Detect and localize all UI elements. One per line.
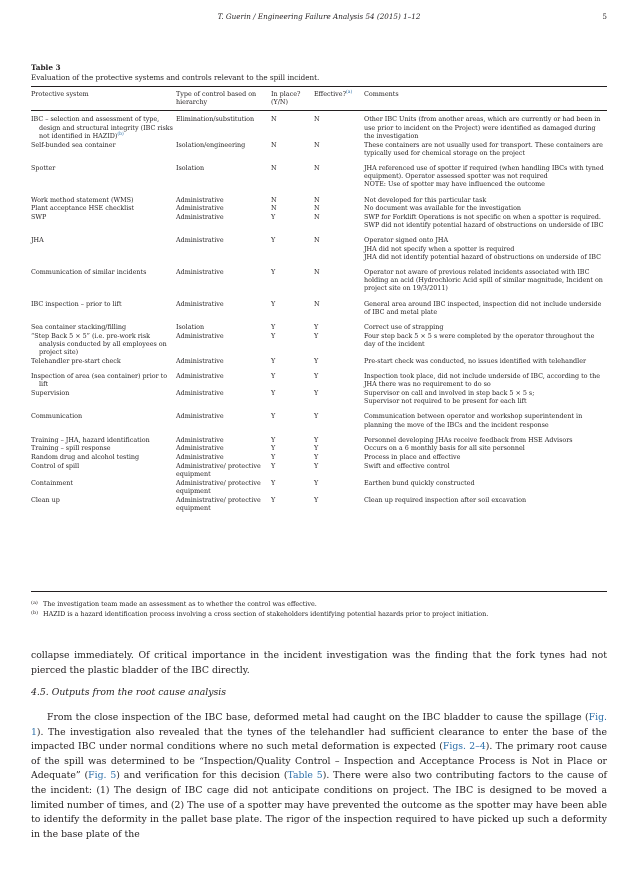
cell-system: SWP <box>31 212 47 221</box>
table-footnotes <box>31 599 607 619</box>
col-header-in-place: In place? (Y/N) <box>271 90 314 111</box>
cell-effective: Y <box>314 444 319 453</box>
cell-type: Administrative <box>176 236 224 245</box>
cell-effective: Y <box>314 371 319 380</box>
table-row <box>31 300 607 323</box>
cell-in-place: N <box>271 163 277 172</box>
body-text-run: ) and verification for this decision ( <box>116 770 288 782</box>
cell-type: Administrative/ protective equipment <box>176 495 261 512</box>
body-text-run: ). The primary root cause of the spill was determined to be “Inspection/Quality Control – Inspection and Acceptance Process is Not in Place or Adequate” ( <box>31 741 607 782</box>
cell-comments-line: Supervisor not required to be present for each lift <box>364 397 527 406</box>
table-bottom-rule <box>31 591 607 592</box>
cell-system: Clean up <box>31 495 60 504</box>
cell-comments: Personnel developing JHAs receive feedback from HSE Advisors <box>364 435 573 444</box>
cell-in-place: Y <box>271 322 276 331</box>
table-row <box>31 496 607 513</box>
cell-type: Isolation/engineering <box>176 140 246 149</box>
cell-comments: Swift and effective control <box>364 461 450 470</box>
table-row <box>31 213 607 236</box>
table-row <box>31 372 607 389</box>
cell-system: Random drug and alcohol testing <box>31 453 140 462</box>
cell-effective: Y <box>314 495 319 504</box>
cell-in-place: Y <box>271 412 276 421</box>
table-row <box>31 389 607 412</box>
cell-effective: N <box>314 299 320 308</box>
cell-in-place: N <box>271 115 277 124</box>
table-row <box>31 141 607 164</box>
cell-in-place: N <box>271 204 277 213</box>
cell-type: Administrative <box>176 267 224 276</box>
table-link[interactable]: Table 5 <box>287 770 323 782</box>
page-number: 5 <box>602 12 607 21</box>
cell-in-place: N <box>271 195 277 204</box>
col-header-effective <box>314 90 364 111</box>
cell-comments: No document was available for the investigation <box>364 204 522 213</box>
table-row <box>31 332 607 357</box>
table-header-row <box>31 90 607 111</box>
table-row <box>31 462 607 479</box>
running-title: T. Guerin / Engineering Failure Analysis 54 (2015) 1–12 <box>217 12 421 21</box>
cell-comments <box>364 164 607 196</box>
figure-link[interactable]: Figs. 2–4 <box>442 741 486 753</box>
footnote-b-mark: (b) <box>31 610 39 616</box>
figure-link[interactable]: Fig. 5 <box>88 770 117 782</box>
col-header-comments: Comments <box>364 90 607 111</box>
cell-type: Administrative <box>176 435 224 444</box>
cell-effective: Y <box>314 478 319 487</box>
cell-comments <box>364 389 607 412</box>
cell-system <box>31 111 176 141</box>
cell-effective: Y <box>314 435 319 444</box>
cell-type: Administrative <box>176 204 224 213</box>
table-row <box>31 479 607 496</box>
cell-in-place: Y <box>271 212 276 221</box>
cell-type: Administrative <box>176 331 224 340</box>
cell-comments: Not developed for this particular task <box>364 195 487 204</box>
figure-link[interactable]: Fig. 1 <box>31 712 607 738</box>
table-row <box>31 323 607 332</box>
cell-comments-line: JHA did not specify when a spotter is required <box>364 244 515 253</box>
cell-type: Administrative <box>176 195 224 204</box>
table-label: Table 3 <box>31 63 61 72</box>
cell-comments: General area around IBC inspected, inspection did not include underside of IBC and metal plate <box>364 299 602 316</box>
table-row <box>31 453 607 462</box>
body-text-run: ). The investigation also revealed that the tynes of the telehandler had sufficient clearance to enter the base of the impacted IBC under normal conditions where no such metal deformation is expected ( <box>31 726 607 753</box>
cell-type: Administrative <box>176 299 224 308</box>
cell-comments-line: JHA did not identify potential hazard of obstructions on underside of IBC <box>364 252 601 261</box>
cell-in-place: Y <box>271 371 276 380</box>
cell-comments: These containers are not usually used for transport. These containers are typically used for chemical storage on the project <box>364 140 603 157</box>
cell-in-place: Y <box>271 453 276 462</box>
cell-type: Isolation <box>176 163 205 172</box>
cell-comments: Four step back 5 × 5 s were completed by the operator throughout the day of the incident <box>364 331 595 348</box>
table-caption: Evaluation of the protective systems and controls relevant to the spill incident. <box>31 73 320 82</box>
cell-system: “Step Back 5 × 5” (i.e. pre-work risk analysis conducted by all employees on project site) <box>31 331 167 357</box>
cell-comments: Process in place and effective <box>364 453 461 462</box>
cell-comments: Occurs on a 6 monthly basis for all site personnel <box>364 444 525 453</box>
cell-type: Administrative <box>176 453 224 462</box>
col-header-system: Protective system <box>31 90 176 111</box>
cell-system: IBC inspection – prior to lift <box>31 299 122 308</box>
cell-effective: Y <box>314 453 319 462</box>
cell-system: Telehandler pre-start check <box>31 356 121 365</box>
cell-comments-line: JHA referenced use of spotter if required (when handling IBCs with tyned equipment). Operator assessed spotter was not required <box>364 163 604 181</box>
cell-in-place: Y <box>271 444 276 453</box>
cell-in-place: Y <box>271 478 276 487</box>
cell-type: Administrative <box>176 371 224 380</box>
cell-type: Isolation <box>176 322 205 331</box>
cell-system: JHA <box>31 236 44 245</box>
cell-effective: N <box>314 195 320 204</box>
table-row <box>31 444 607 453</box>
table-row <box>31 204 607 213</box>
cell-in-place: Y <box>271 461 276 470</box>
cell-effective: N <box>314 115 320 124</box>
cell-comments: Other IBC Units (from another areas, which are currently or had been in use prior to incident on the Project) were identified as damaged during the investigation <box>364 115 601 140</box>
table-row <box>31 268 607 300</box>
cell-effective: Y <box>314 412 319 421</box>
table-row <box>31 236 607 268</box>
cell-system: Communication of similar incidents <box>31 267 147 276</box>
cell-type: Administrative <box>176 444 224 453</box>
cell-type: Administrative <box>176 388 224 397</box>
footnote-a-text: The investigation team made an assessment as to whether the control was effective. <box>43 600 317 608</box>
cell-comments: SWP for Forklift Operations is not specific on when a spotter is required. SWP did not identify potential hazard of obstructions on underside of IBC <box>364 212 604 230</box>
cell-in-place: N <box>271 140 277 149</box>
cell-comments-line: NOTE: Use of spotter may have influenced the outcome <box>364 180 545 189</box>
table-row <box>31 412 607 435</box>
table-row <box>31 436 607 445</box>
cell-system: Plant acceptance HSE checklist <box>31 204 135 213</box>
cell-effective: N <box>314 140 320 149</box>
footnote-ref-a[interactable]: (a) <box>346 90 353 95</box>
cell-system: Training – JHA, hazard identification <box>31 435 150 444</box>
table-row <box>31 111 607 141</box>
footnote-a-mark: (a) <box>31 600 38 606</box>
cell-in-place: Y <box>271 495 276 504</box>
cell-effective: Y <box>314 331 319 340</box>
cell-in-place: Y <box>271 356 276 365</box>
cell-system: Inspection of area (sea container) prior to lift <box>31 371 168 389</box>
cell-effective: N <box>314 204 320 213</box>
cell-effective: Y <box>314 388 319 397</box>
section-heading: 4.5. Outputs from the root cause analysis <box>31 687 226 698</box>
running-header <box>31 12 607 24</box>
footnote-ref-b[interactable]: (b) <box>117 131 124 137</box>
cell-system: Self-bunded sea container <box>31 140 116 149</box>
cell-effective: N <box>314 212 320 221</box>
cell-system: Work method statement (WMS) <box>31 195 134 204</box>
body-paragraph <box>31 711 607 842</box>
cell-comments: Correct use of strapping <box>364 322 444 331</box>
cell-effective: N <box>314 236 320 245</box>
cell-effective: Y <box>314 461 319 470</box>
cell-comments: Clean up required inspection after soil excavation <box>364 495 527 504</box>
cell-system: Supervision <box>31 388 70 397</box>
cell-comments-line: Supervisor on call and involved in step back 5 × 5 s; <box>364 388 535 397</box>
col-header-effective-text: Effective? <box>314 90 346 98</box>
cell-type: Administrative <box>176 412 224 421</box>
body-paragraph: collapse immediately. Of critical importance in the incident investigation was the finding that the fork tynes had not pierced the plastic bladder of the IBC directly. <box>31 650 607 676</box>
cell-comments: Pre-start check was conducted, no issues identified with telehandler <box>364 356 587 365</box>
footnote-b <box>31 609 607 619</box>
protective-systems-table <box>31 90 607 513</box>
cell-system: Communication <box>31 412 83 421</box>
cell-in-place: Y <box>271 267 276 276</box>
cell-system: Sea container stacking/filling <box>31 322 127 331</box>
footnote-a <box>31 599 607 609</box>
cell-in-place: Y <box>271 331 276 340</box>
table-row <box>31 196 607 205</box>
cell-in-place: Y <box>271 388 276 397</box>
cell-system: Spotter <box>31 163 56 172</box>
body-text-run: From the close inspection of the IBC base, deformed metal had caught on the IBC bladder to cause the spillage ( <box>47 712 589 723</box>
cell-type: Administrative/ protective equipment <box>176 461 261 479</box>
table-top-rule <box>31 86 607 87</box>
cell-comments <box>364 236 607 268</box>
cell-comments-line: Operator signed onto JHA <box>364 236 449 245</box>
footnote-b-text: HAZID is a hazard identification process involving a cross section of stakeholders identifying potential hazards prior to project initiation. <box>43 610 489 618</box>
cell-in-place: Y <box>271 236 276 245</box>
cell-in-place: Y <box>271 435 276 444</box>
col-header-type: Type of control based on hierarchy <box>176 90 271 111</box>
table-row <box>31 164 607 196</box>
cell-system: Training – spill response <box>31 444 111 453</box>
cell-type: Administrative <box>176 356 224 365</box>
cell-system: Control of spill <box>31 461 80 470</box>
cell-system: Containment <box>31 478 73 487</box>
cell-type: Elimination/substitution <box>176 115 255 124</box>
body-text-run: ). There were also two contributing factors to the cause of the incident: (1) The design of IBC cage did not anticipate conditions on project. The IBC is designed to be moved a limited number of times, and (2) The use of a spotter may have prevented the outcome as the spotter may have been able to identify the deformity in the pallet base plate. The rigor of the inspection required to have picked up such a deformity in the base plate of the <box>31 770 608 840</box>
cell-comments: Operator not aware of previous related incidents associated with IBC holding an acid (Hydrochloric Acid spill of similar magnitude, Incident on project site on 19/3/2011) <box>364 267 603 293</box>
cell-in-place: Y <box>271 299 276 308</box>
cell-comments: Inspection took place, did not include underside of IBC, according to the JHA there was no requirement to do so <box>364 371 600 389</box>
cell-comments: Earthen bund quickly constructed <box>364 478 475 487</box>
cell-effective: Y <box>314 356 319 365</box>
cell-comments: Communication between operator and workshop superintendent in planning the move of the IBCs and the incident response <box>364 412 583 429</box>
cell-type: Administrative/ protective equipment <box>176 478 261 495</box>
table-row <box>31 357 607 372</box>
cell-effective: Y <box>314 322 319 331</box>
cell-effective: N <box>314 163 320 172</box>
cell-type: Administrative <box>176 212 224 221</box>
cell-effective: N <box>314 267 320 276</box>
cell-system-text: IBC – selection and assessment of type, design and structural integrity (IBC risks not identified in HAZID) <box>31 115 173 140</box>
